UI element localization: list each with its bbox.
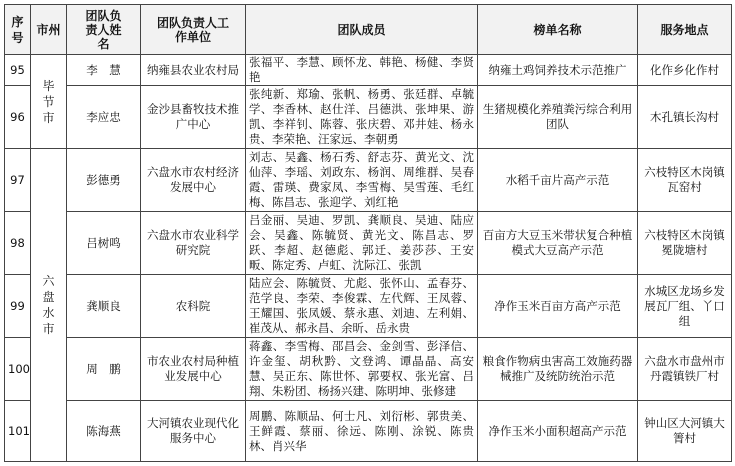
row-seq: 99: [5, 275, 31, 338]
row-place: 钟山区大河镇大箐村: [638, 401, 732, 462]
city-cell-bijie: 毕节市: [31, 55, 67, 149]
header-leader: 团队负责人姓名: [67, 5, 141, 55]
header-members: 团队成员: [246, 5, 478, 55]
row-seq: 96: [5, 86, 31, 149]
roster-table: [4, 4, 732, 462]
table-row: [5, 212, 732, 275]
row-leader: 陈海燕: [67, 401, 141, 462]
row-members: 张福平、李慧、顾怀龙、韩艳、杨健、李贤艳: [246, 55, 478, 86]
table-row: [5, 86, 732, 149]
table-row: [5, 275, 732, 338]
row-seq: 95: [5, 55, 31, 86]
header-row: [5, 5, 732, 55]
row-seq: 98: [5, 212, 31, 275]
header-list: 榜单名称: [478, 5, 638, 55]
row-list-name: 粮食作物病虫害高工效施药器械推广及统防统治示范: [478, 338, 638, 401]
row-leader: 龚顺良: [67, 275, 141, 338]
table-row: [5, 149, 732, 212]
row-members: 刘志、吴鑫、杨石秀、舒志芬、黄光文、沈仙萍、李瑶、刘政东、杨润、周维群、吴春霞、雷瑛、费家凤、李雪梅、吴雪莲、毛红梅、陈昌志、张迎学、刘红艳: [246, 149, 478, 212]
row-members: 吕金丽、吴迪、罗凯、龚顺良、吴迪、陆应会、吴鑫、陈毓贤、黄光文、陈昌志、罗跃、李超、赵德彪、郭迁、姜莎莎、王安畈、陈定秀、卢虹、沈际江、张凯: [246, 212, 478, 275]
row-list-name: 净作玉米小面积超高产示范: [478, 401, 638, 462]
row-place: 水城区龙场乡发展瓦厂组、丫口组: [638, 275, 732, 338]
row-seq: 101: [5, 401, 31, 462]
row-place: 六枝特区木岗镇冕陇塘村: [638, 212, 732, 275]
row-seq: 97: [5, 149, 31, 212]
row-members: 周鹏、陈顺品、何士凡、刘衍彬、郭贵美、王鲜霞、蔡丽、徐远、陈刚、涂锐、陈贵林、肖兴华: [246, 401, 478, 462]
row-list-name: 生猪规模化养殖粪污综合利用团队: [478, 86, 638, 149]
row-seq: 100: [5, 338, 31, 401]
city-cell-liupanshui: 六盘水市: [31, 149, 67, 462]
table-row: [5, 401, 732, 462]
row-leader: 李 慧: [67, 55, 141, 86]
row-unit: 农科院: [141, 275, 246, 338]
row-place: 木孔镇长沟村: [638, 86, 732, 149]
row-place: 六枝特区木岗镇瓦窑村: [638, 149, 732, 212]
table-row: [5, 338, 732, 401]
row-unit: 六盘水市农业科学研究院: [141, 212, 246, 275]
row-unit: 大河镇农业现代化服务中心: [141, 401, 246, 462]
row-unit: 金沙县畜牧技术推广中心: [141, 86, 246, 149]
row-place: 化作乡化作村: [638, 55, 732, 86]
header-place: 服务地点: [638, 5, 732, 55]
table-row: [5, 55, 732, 86]
row-list-name: 净作玉米百亩方高产示范: [478, 275, 638, 338]
row-leader: 彭德勇: [67, 149, 141, 212]
row-list-name: 百亩方大豆玉米带状复合种植模式大豆高产示范: [478, 212, 638, 275]
row-list-name: 纳雍土鸡饲养技术示范推广: [478, 55, 638, 86]
row-leader: 周 鹏: [67, 338, 141, 401]
header-seq: 序号: [5, 5, 31, 55]
row-unit: 市农业农村局种植业发展中心: [141, 338, 246, 401]
row-members: 陆应会、陈毓贤、尤彪、张怀山、孟春芬、范学良、李荣、李俊霖、左代辉、王凤蓉、王耀国、张凤媛、蔡永惠、刘迪、左利娟、崔茂从、郝永昌、余昕、岳永贵: [246, 275, 478, 338]
header-city: 市州: [31, 5, 67, 55]
row-place: 六盘水市盘州市丹霞镇铁厂村: [638, 338, 732, 401]
row-leader: 李应忠: [67, 86, 141, 149]
row-list-name: 水稻千亩片高产示范: [478, 149, 638, 212]
row-unit: 六盘水市农村经济发展中心: [141, 149, 246, 212]
row-members: 蒋鑫、李雪梅、邵昌会、金剑雪、彭泽信、许金玺、胡秋黔、文登鸿、谭晶晶、高安慧、吴正东、陈世怀、郭要权、张光富、吕翔、朱粉团、杨扬兴建、陈明坤、张修建: [246, 338, 478, 401]
row-unit: 纳雍县农业农村局: [141, 55, 246, 86]
row-members: 张纯新、郑瑜、张帆、杨勇、张廷群、卓毓学、李香林、赵仕洋、吕德洪、张坤果、游凯、李祥钊、陈蓉、张庆碧、邓井娃、杨永贵、李荣艳、汪家远、李朝勇: [246, 86, 478, 149]
header-unit: 团队负责人工作单位: [141, 5, 246, 55]
row-leader: 吕树鸣: [67, 212, 141, 275]
